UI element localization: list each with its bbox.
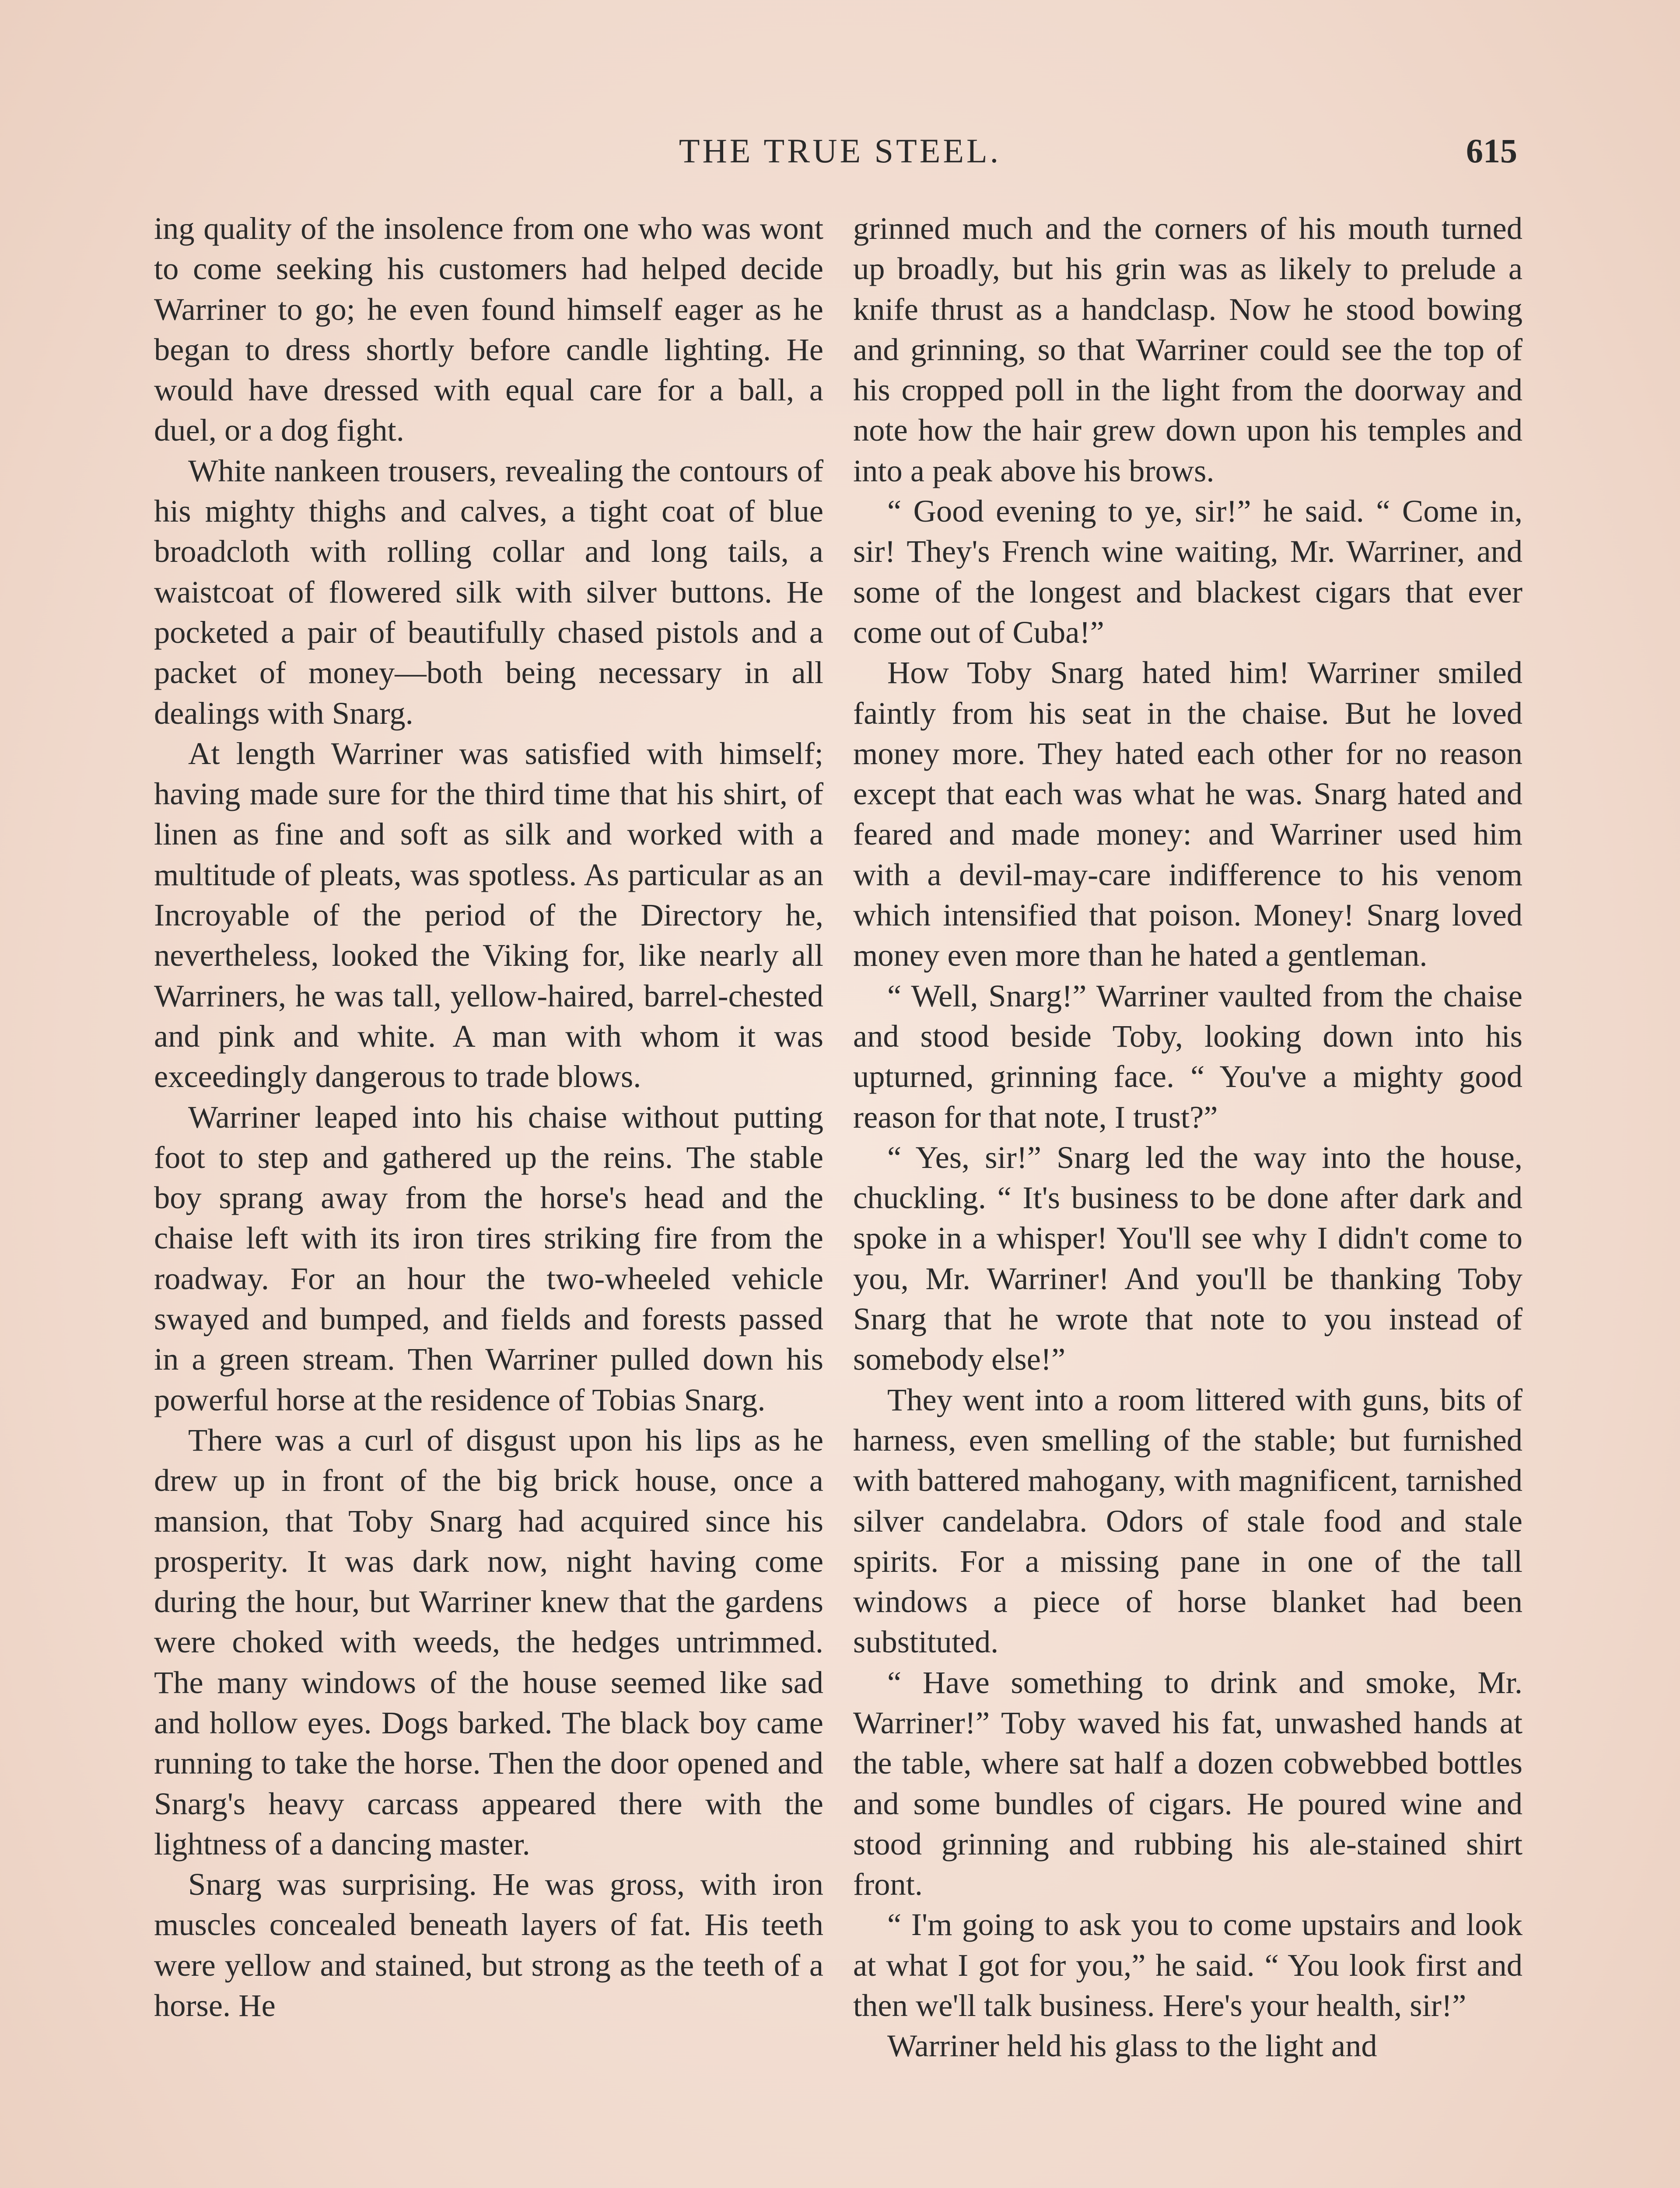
paragraph: grinned much and the corners of his mouth turned up broadly, but his grin was as likely to prelude a knife thrust as a handclasp. Now he stood bowing and grinning, so that Warriner could see the top of his cropped poll in the light from the doorway and note how the hair grew down upon his temples and into a peak above his brows. (853, 210, 1522, 488)
paragraph: “ I'm going to ask you to come upstairs and look at what I got for you,” he said. “ You look first and then we'll talk business. Here's your health, sir!” (853, 1907, 1522, 2023)
page-header (0, 131, 1680, 175)
paragraph: Warriner leaped into his chaise without putting foot to step and gathered up the reins. The stable boy sprang away from the horse's head and the chaise left with its iron tires striking fire from the roadway. For an hour the two-wheeled vehicle swayed and bumped, and fields and forests passed in a green stream. Then Warriner pulled down his powerful horse at the residence of Tobias Snarg. (154, 1099, 823, 1417)
page-number: 615 (1466, 132, 1517, 170)
paragraph: “ Good evening to ye, sir!” he said. “ Come in, sir! They's French wine waiting, Mr. Warriner, and some of the longest and blackest cigars that ever come out of Cuba!” (853, 493, 1522, 650)
paragraph: “ Well, Snarg!” Warriner vaulted from the chaise and stood beside Toby, looking down into his upturned, grinning face. “ You've a mighty good reason for that note, I trust?” (853, 978, 1522, 1135)
paragraph: Snarg was surprising. He was gross, with iron muscles concealed beneath layers of fat. His teeth were yellow and stained, but strong as the teeth of a horse. He (154, 1866, 823, 2023)
paragraph: White nankeen trousers, revealing the contours of his mighty thighs and calves, a tight coat of blue broadcloth with rolling collar and long tails, a waistcoat of flowered silk with silver buttons. He pocketed a pair of beautifully chased pistols and a packet of money—both being necessary in all dealings with Snarg. (154, 452, 823, 731)
paragraph: ing quality of the insolence from one who was wont to come seeking his customers had helped decide Warriner to go; he even found himself eager as he began to dress shortly before candle lighting. He would have dressed with equal care for a ball, a duel, or a dog fight. (154, 210, 823, 448)
right-column (853, 208, 1522, 2066)
paragraph: How Toby Snarg hated him! Warriner smiled faintly from his seat in the chaise. But he loved money more. They hated each other for no reason except that each was what he was. Snarg hated and feared and made money: and Warriner used him with a devil-may-care indifference to his venom which intensified that poison. Money! Snarg loved money even more than he hated a gentleman. (853, 655, 1522, 973)
paragraph: They went into a room littered with guns, bits of harness, even smelling of the stable; but furnished with battered mahogany, with magnificent, tarnished silver candelabra. Odors of stale food and stale spirits. For a missing pane in one of the tall windows a piece of horse blanket had been substituted. (853, 1382, 1522, 1660)
paragraph: “ Have something to drink and smoke, Mr. Warriner!” Toby waved his fat, unwashed hands at the table, where sat half a dozen cobwebbed bottles and some bundles of cigars. He poured wine and stood grinning and rubbing his ale-stained shirt front. (853, 1664, 1522, 1902)
left-column (154, 208, 823, 2026)
paragraph: “ Yes, sir!” Snarg led the way into the house, chuckling. “ It's business to be done after dark and spoke in a whisper! You'll see why I didn't come to you, Mr. Warriner! And you'll be thanking Toby Snarg that he wrote that note to you instead of somebody else!” (853, 1139, 1522, 1377)
paragraph: At length Warriner was satisfied with himself; having made sure for the third time that his shirt, of linen as fine and soft as silk and worked with a multitude of pleats, was spotless. As particular as an Incroyable of the period of the Directory he, nevertheless, looked the Viking for, like nearly all Warriners, he was tall, yellow-haired, barrel-chested and pink and white. A man with whom it was exceedingly dangerous to trade blows. (154, 735, 823, 1094)
paragraph: There was a curl of disgust upon his lips as he drew up in front of the big brick house, once a mansion, that Toby Snarg had acquired since his prosperity. It was dark now, night having come during the hour, but Warriner knew that the gardens were choked with weeds, the hedges untrimmed. The many windows of the house seemed like sad and hollow eyes. Dogs barked. The black boy came running to take the horse. Then the door opened and Snarg's heavy carcass appeared there with the lightness of a dancing master. (154, 1422, 823, 1862)
running-title: THE TRUE STEEL. (679, 132, 1001, 170)
paragraph: Warriner held his glass to the light and (887, 2028, 1377, 2064)
